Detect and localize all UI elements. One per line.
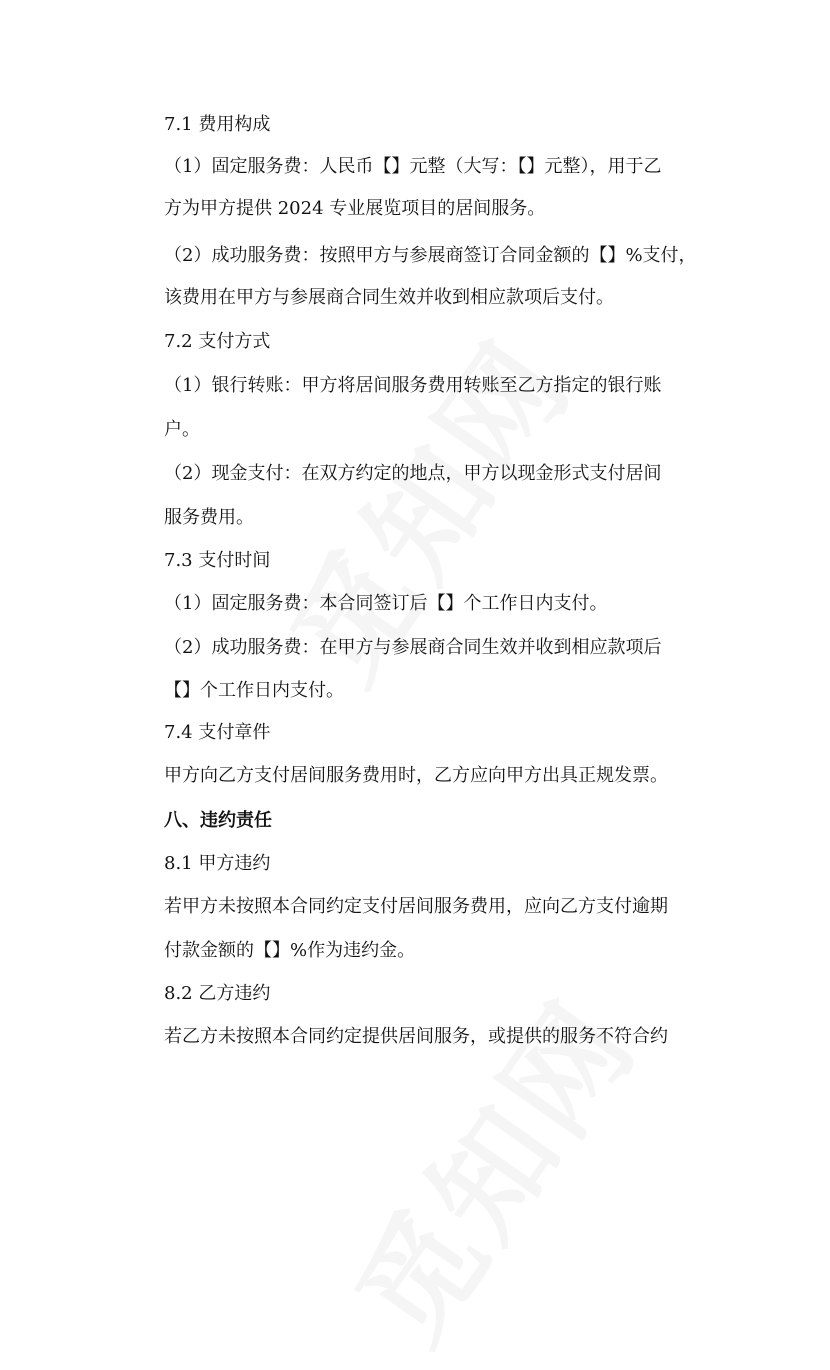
paragraph-line: 服务费用。	[164, 507, 254, 528]
paragraph-line: 【】个工作日内支付。	[164, 680, 344, 701]
section-heading-7-2: 7.2 支付方式	[164, 331, 271, 352]
paragraph-line: （1）银行转账：甲方将居间服务费用转账至乙方指定的银行账	[164, 375, 662, 396]
watermark-logo	[310, 962, 668, 1370]
section-heading-7-3: 7.3 支付时间	[164, 550, 271, 571]
section-heading-8-1: 8.1 甲方违约	[164, 853, 271, 874]
paragraph-line: （1）固定服务费：本合同签订后【】个工作日内支付。	[164, 593, 608, 614]
paragraph-line: 若甲方未按照本合同约定支付居间服务费用，应向乙方支付逾期	[164, 896, 668, 917]
paragraph-line: （2）成功服务费：按照甲方与参展商签订合同金额的【】%支付，	[164, 245, 697, 266]
section-heading-8-2: 8.2 乙方违约	[164, 983, 271, 1004]
paragraph-line: （2）成功服务费：在甲方与参展商合同生效并收到相应款项后	[164, 637, 662, 658]
paragraph-line: （2）现金支付：在双方约定的地点，甲方以现金形式支付居间	[164, 463, 662, 484]
chapter-heading-8: 八、违约责任	[164, 810, 272, 831]
section-heading-7-1: 7.1 费用构成	[164, 114, 271, 135]
paragraph-line: 户。	[164, 419, 200, 440]
paragraph-line: 若乙方未按照本合同约定提供居间服务，或提供的服务不符合约	[164, 1026, 668, 1047]
paragraph-line: 付款金额的【】%作为违约金。	[164, 940, 416, 961]
paragraph-line: 方为甲方提供 2024 专业展览项目的居间服务。	[164, 198, 546, 219]
section-heading-7-4: 7.4 支付章件	[164, 722, 271, 743]
paragraph-line: 该费用在甲方与参展商合同生效并收到相应款项后支付。	[164, 287, 614, 308]
paragraph-line: （1）固定服务费：人民币【】元整（大写：【】元整），用于乙	[164, 156, 662, 177]
paragraph-line: 甲方向乙方支付居间服务费用时，乙方应向甲方出具正规发票。	[164, 765, 668, 786]
